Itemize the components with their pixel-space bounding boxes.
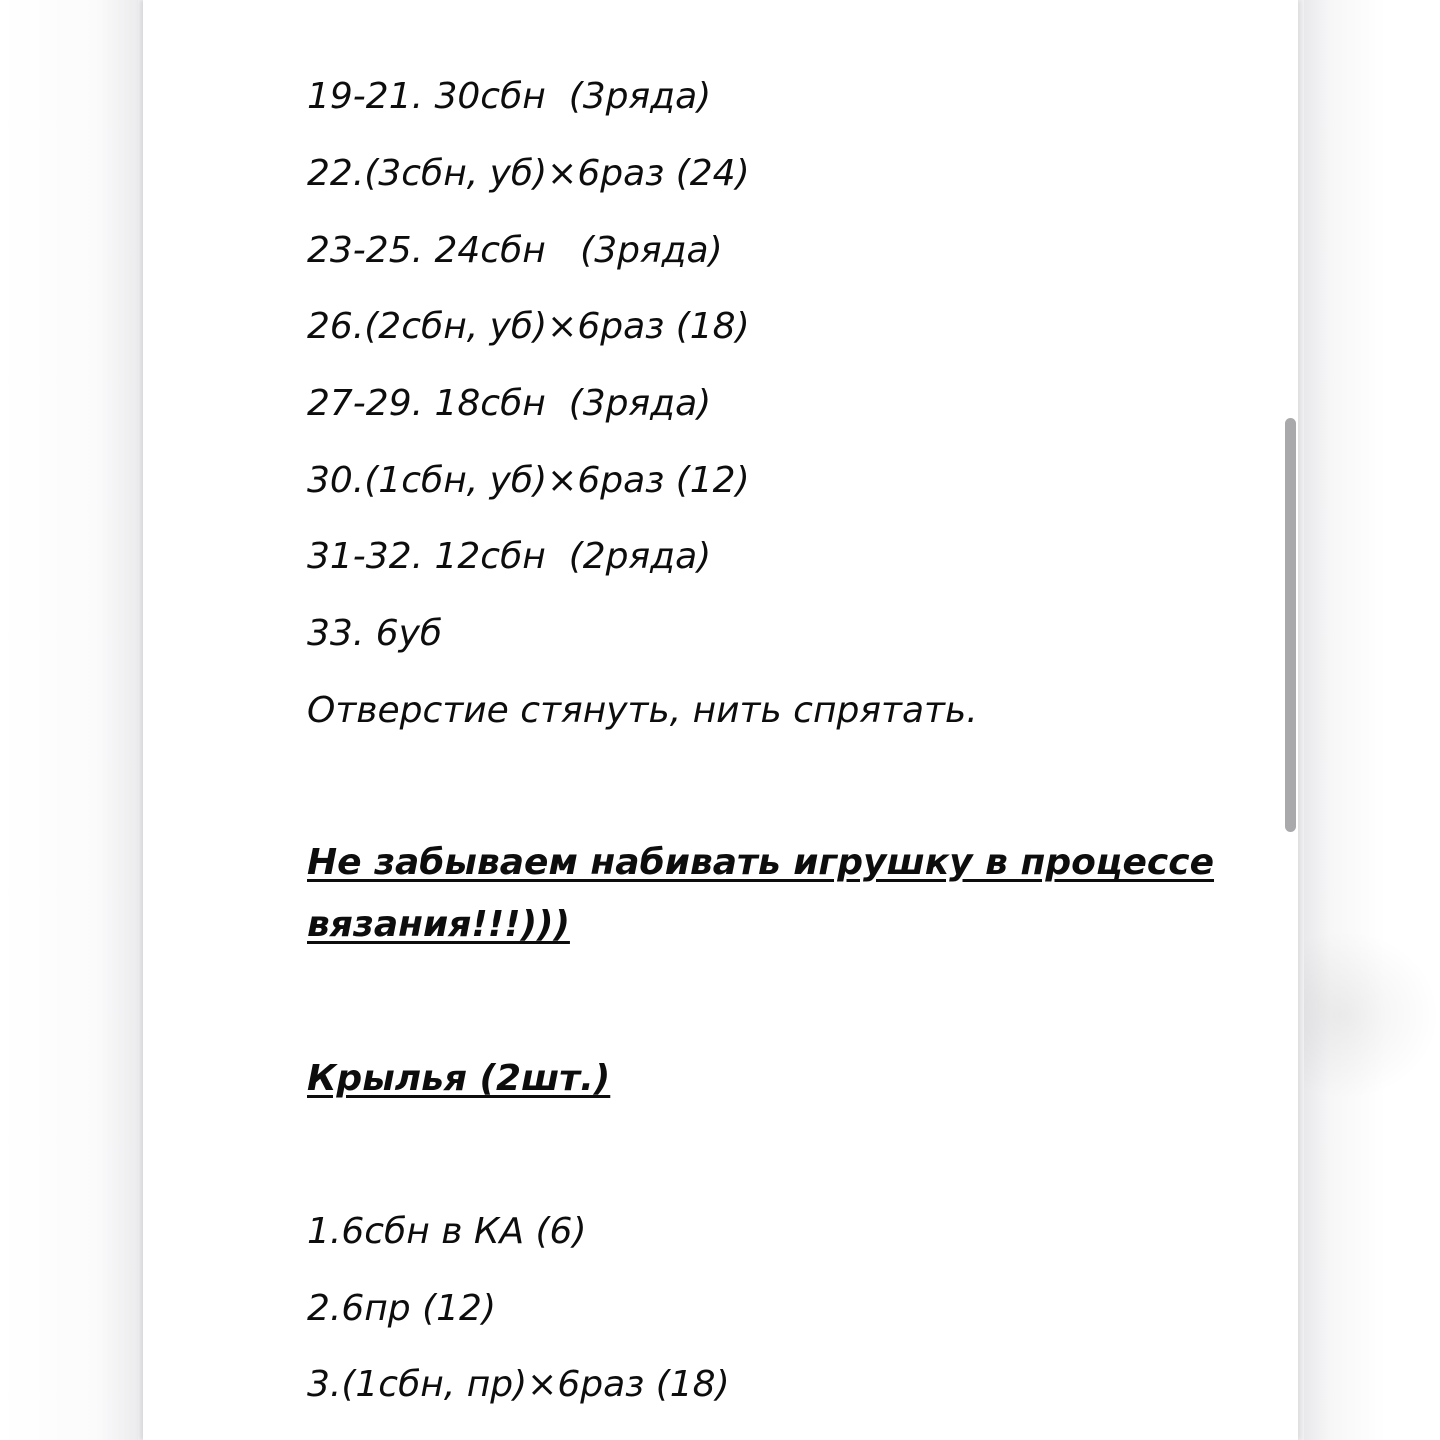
pattern-row: 30.(1сбн, уб)×6раз (12) (307, 460, 750, 501)
pattern-row: 22.(3сбн, уб)×6раз (24) (307, 153, 750, 194)
section-title-wings: Крылья (2шт.) (307, 1058, 611, 1099)
pattern-row: 1.6сбн в КА (6) (307, 1211, 587, 1252)
pattern-row: 3.(1сбн, пр)×6раз (18) (307, 1364, 730, 1405)
scrollbar-thumb[interactable] (1285, 418, 1296, 832)
pattern-row: 2.6пр (12) (307, 1288, 496, 1329)
stuffing-reminder: Не забываем набивать игрушку в процессе вязания!!!))) (307, 842, 1215, 945)
pattern-row: 26.(2сбн, уб)×6раз (18) (307, 306, 750, 347)
pattern-row: 33. 6уб (307, 613, 443, 654)
right-background (1304, 0, 1440, 1440)
pattern-row: 19-21. 30сбн (3ряда) (307, 76, 712, 117)
pattern-row: 23-25. 24сбн (3ряда) (307, 230, 723, 271)
pattern-row: 27-29. 18сбн (3ряда) (307, 383, 712, 424)
left-background (0, 0, 138, 1440)
pattern-row: 31-32. 12сбн (2ряда) (307, 536, 712, 577)
finishing-instruction: Отверстие стянуть, нить спрятать. (307, 690, 978, 731)
